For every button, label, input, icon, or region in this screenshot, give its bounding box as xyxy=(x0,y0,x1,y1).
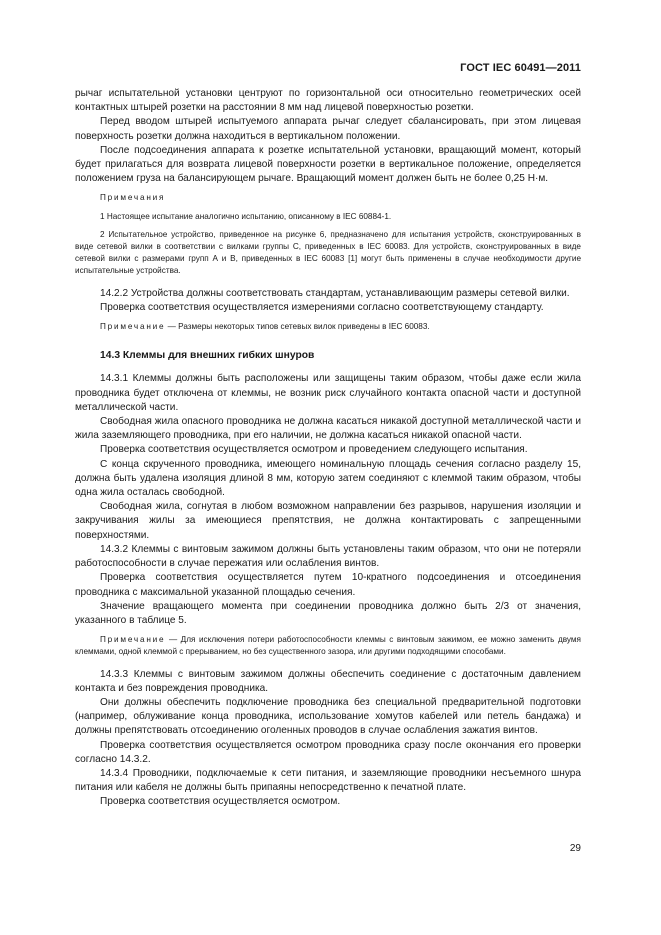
paragraph-14-3-2-c: Значение вращающего момента при соединении проводника должно быть 2/3 от значения, указанного в таблице 5. xyxy=(75,600,581,626)
paragraph-14-3-2: 14.3.2 Клеммы с винтовым зажимом должны быть установлены таким образом, что они не потеряли работоспособности в случае пережатия или ослабления винтов. xyxy=(75,543,581,570)
note-screw-terminal xyxy=(75,634,581,658)
paragraph-14-3-1-e: Свободная жила, согнутая в любом возможном направлении без разрывов, нарушения изоляции и закручивания жилы за имеющиеся препятствия, не должна контактировать с запрещенными поверхностями. xyxy=(75,501,581,541)
paragraph-14-3-1: 14.3.1 Клеммы должны быть расположены или защищены таким образом, чтобы даже если жила проводника будет отключена от клеммы, не возник риск случайного контакта опасной части и доступной металлической части. xyxy=(75,373,581,413)
note-label: Примечание xyxy=(100,322,166,332)
note-plug-dimensions xyxy=(75,321,581,333)
paragraph-14-3-3-b: Они должны обеспечить подключение проводника без специальной предварительной подготовки (например, облуживание конца проводника, использование хомутов кабелей или петель бандажа) и должны препятствовать отсоединению оголенных проводов в случае ослабления зажатия винтов. xyxy=(75,696,581,737)
paragraph-lever-centering: рычаг испытательной установки центруют по горизонтальной оси относительно геометрических осей контактных штырей розетки на расстоянии 8 мм над лицевой поверхностью розетки. xyxy=(75,88,581,114)
paragraph-balance: Перед вводом штырей испытуемого аппарата рычаг следует сбалансировать, при этом лицевая поверхность розетки должна находиться в вертикальном положении. xyxy=(75,116,581,142)
paragraph-14-3-3-c: Проверка соответствия осуществляется осмотром проводника сразу после окончания его проверки согласно 14.3.2. xyxy=(75,739,581,765)
paragraph-14-2-2: 14.2.2 Устройства должны соответствовать стандартам, устанавливающим размеры сетевой вилки. xyxy=(100,287,570,299)
paragraph-14-3-3: 14.3.3 Клеммы с винтовым зажимом должны обеспечить соединение с достаточным давлением контакта и без повреждения проводника. xyxy=(75,668,581,694)
note-label: Примечание xyxy=(100,635,166,645)
paragraph-14-3-2-b: Проверка соответствия осуществляется путем 10-кратного подсоединения и отсоединения проводника с максимальной указанной площадью сечения. xyxy=(75,572,581,598)
page-number: 29 xyxy=(569,843,581,854)
paragraph-14-3-1-b: Свободная жила опасного проводника не должна касаться никакой доступной металлической части и жила заземляющего проводника, при его наличии, не должна касаться никакой опасной части. xyxy=(75,416,581,442)
paragraph-14-3-1-c: Проверка соответствия осуществляется осмотром и проведением следующего испытания. xyxy=(100,444,528,456)
standard-header: ГОСТ IEC 60491—2011 xyxy=(460,62,581,74)
note-2: 2 Испытательное устройство, приведенное на рисунке 6, предназначено для испытания устройств, сконструированных в виде сетевой вилки в соответствии с вилками группы С, приведенных в IEC 60083. Для устройств, сконструированных в виде сетевой вилки с размерами групп А и В, приведенных в IEC 60083 [1] могут быть применены в случае необходимости другие испытательные устройства. xyxy=(75,229,581,276)
paragraph-torque: После подсоединения аппарата к розетке испытательной установки, вращающий момент, который будет прилагаться для возврата лицевой поверхности розетки в вертикальное положение, определяется положением груза на балансирующем рычаге. Вращающий момент должен быть не более 0,25 Н·м. xyxy=(75,144,581,185)
note-text: — Для исключения потери работоспособности клеммы с винтовым зажимом, ее можно заменить двумя клеммами, одной клеммой с прерыванием, но без существенного зазора, или другими подходящими способами. xyxy=(75,635,581,657)
note-1: 1 Настоящее испытание аналогично испытанию, описанному в IEC 60884-1. xyxy=(100,211,392,221)
paragraph-14-2-2-check: Проверка соответствия осуществляется измерениями согласно соответствующему стандарту. xyxy=(100,301,544,313)
notes-heading: Примечания xyxy=(100,193,166,203)
paragraph-14-3-4-b: Проверка соответствия осуществляется осмотром. xyxy=(100,796,341,808)
paragraph-14-3-1-d: С конца скрученного проводника, имеющего номинальную площадь сечения согласно разделу 15, должна быть удалена изоляция длиной 8 мм, которую затем соединяют с клеммой таким образом, чтобы одна жила осталась свободной. xyxy=(75,458,581,499)
note-text: — Размеры некоторых типов сетевых вилок приведены в IEC 60083. xyxy=(165,322,430,332)
section-heading-14-3: 14.3 Клеммы для внешних гибких шнуров xyxy=(100,350,315,362)
paragraph-14-3-4: 14.3.4 Проводники, подключаемые к сети питания, и заземляющие проводники несъемного шнура питания или кабеля не должны быть припаяны непосредственно к печатной плате. xyxy=(75,767,581,794)
page-content xyxy=(75,87,581,810)
